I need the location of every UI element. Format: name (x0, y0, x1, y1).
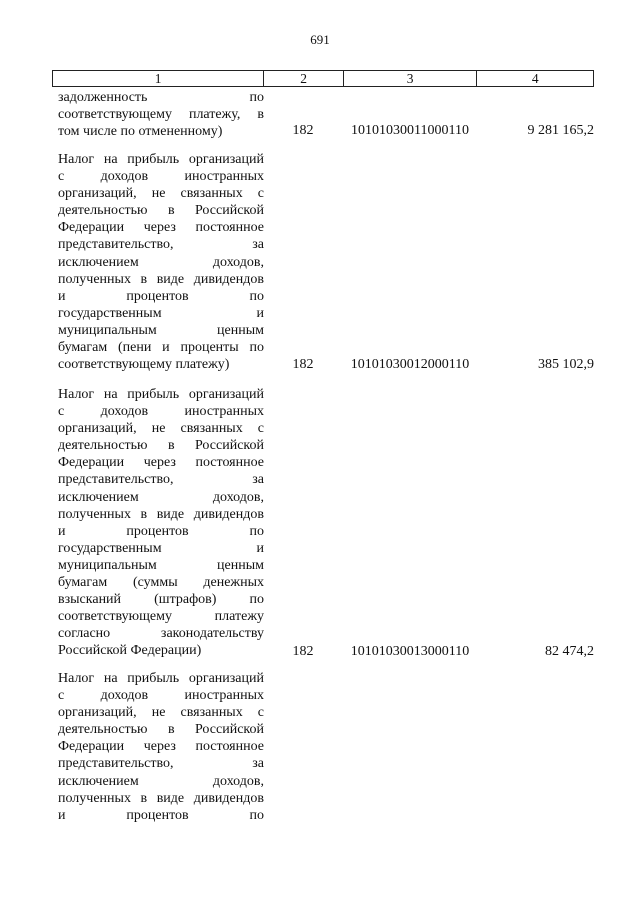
desc-line: представительство, за (58, 237, 264, 253)
desc-line: Российской Федерации) (58, 643, 202, 659)
desc-line: Федерации через постоянное (58, 220, 264, 236)
desc-line: соответствующему платежу) (58, 357, 230, 373)
desc-line: с доходов иностранных (58, 169, 264, 185)
row-amount: 82 474,2 (545, 644, 594, 659)
desc-line: Федерации через постоянное (58, 455, 264, 471)
row-amount: 385 102,9 (538, 357, 594, 372)
row-code: 182 (292, 644, 314, 659)
desc-line: согласно законодательству (58, 626, 264, 642)
desc-line: взысканий (штрафов) по (58, 592, 264, 608)
page-number: 691 (310, 32, 330, 47)
row-description (58, 89, 264, 140)
desc-line: Налог на прибыль организаций (58, 387, 264, 402)
desc-line: муниципальным ценным (58, 557, 264, 573)
desc-line: деятельностью в Российской (58, 203, 264, 219)
row-code: 182 (292, 123, 314, 138)
desc-line: Федерации через постоянное (58, 739, 264, 755)
desc-line: соответствующему платежу, в (58, 107, 264, 123)
desc-line: государственным и (58, 540, 264, 556)
desc-line: организаций, не связанных с (58, 421, 264, 437)
header-col-1: 1 (154, 71, 162, 86)
row-description (58, 386, 264, 660)
desc-line: Налог на прибыль организаций (58, 671, 264, 686)
desc-line: с доходов иностранных (58, 688, 264, 704)
header-col-4: 4 (476, 71, 593, 86)
desc-line: государственным и (58, 305, 264, 321)
row-kbk: 10101030013000110 (350, 644, 470, 659)
desc-line: задолженность по (58, 90, 264, 105)
desc-line: деятельностью в Российской (58, 438, 264, 454)
header-col-2: 2 (263, 71, 343, 86)
desc-line: представительство, за (58, 756, 264, 772)
desc-line: муниципальным ценным (58, 322, 264, 338)
desc-line: и процентов по (58, 288, 264, 304)
desc-line: и процентов по (58, 523, 264, 539)
desc-line: деятельностью в Российской (58, 722, 264, 738)
desc-line: бумагам (пени и проценты по (58, 340, 264, 356)
header-col-3: 3 (343, 71, 477, 86)
row-description (58, 670, 264, 824)
row-kbk: 10101030012000110 (350, 357, 470, 372)
desc-line: Налог на прибыль организаций (58, 152, 264, 167)
row-description (58, 151, 264, 373)
table-header (52, 70, 594, 87)
desc-line: полученных в виде дивидендов (58, 271, 264, 287)
desc-line: представительство, за (58, 472, 264, 488)
row-code: 182 (292, 357, 314, 372)
row-amount: 9 281 165,2 (527, 123, 594, 138)
desc-line: бумагам (суммы денежных (58, 575, 264, 591)
desc-line: том числе по отмененному) (58, 124, 223, 140)
desc-line: соответствующему платежу (58, 609, 264, 625)
desc-line: исключением доходов, (58, 254, 264, 270)
desc-line: организаций, не связанных с (58, 705, 264, 721)
desc-line: исключением доходов, (58, 489, 264, 505)
row-kbk: 10101030011000110 (351, 123, 469, 138)
desc-line: и процентов по (58, 807, 264, 823)
desc-line: полученных в виде дивидендов (58, 790, 264, 806)
desc-line: организаций, не связанных с (58, 186, 264, 202)
desc-line: с доходов иностранных (58, 404, 264, 420)
desc-line: полученных в виде дивидендов (58, 506, 264, 522)
desc-line: исключением доходов, (58, 773, 264, 789)
